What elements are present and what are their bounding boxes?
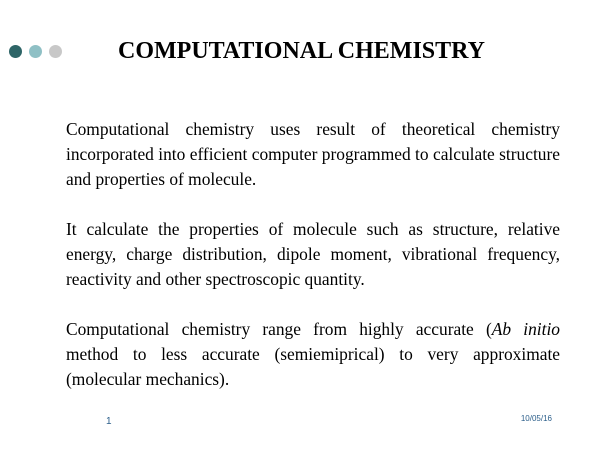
dot-light-teal: [29, 45, 42, 58]
decorative-dots: [9, 45, 62, 58]
dot-grey: [49, 45, 62, 58]
paragraph-methods-end: method to less accurate (semiemiprical) to very approximate (molecular mechanics).: [66, 344, 560, 389]
paragraph-properties: It calculate the properties of molecule such as structure, relative energy, charge distribution, dipole moment, vibrational frequency, reactivity and other spectroscopic quantity.: [66, 219, 560, 289]
page-number: 1: [106, 416, 112, 427]
paragraph-definition: Computational chemistry uses result of theoretical chemistry incorporated into efficient computer programmed to calculate structure and properties of molecule.: [66, 119, 560, 189]
ab-initio-term: Ab initio: [491, 319, 560, 339]
slide-date: 10/05/16: [520, 414, 552, 423]
paragraph-methods-start: Computational chemistry range from highly accurate (: [66, 319, 492, 339]
slide-body: [66, 117, 560, 417]
slide-title: COMPUTATIONAL CHEMISTRY: [118, 38, 485, 64]
dot-dark-teal: [9, 45, 22, 58]
paragraph-methods: [66, 317, 560, 392]
